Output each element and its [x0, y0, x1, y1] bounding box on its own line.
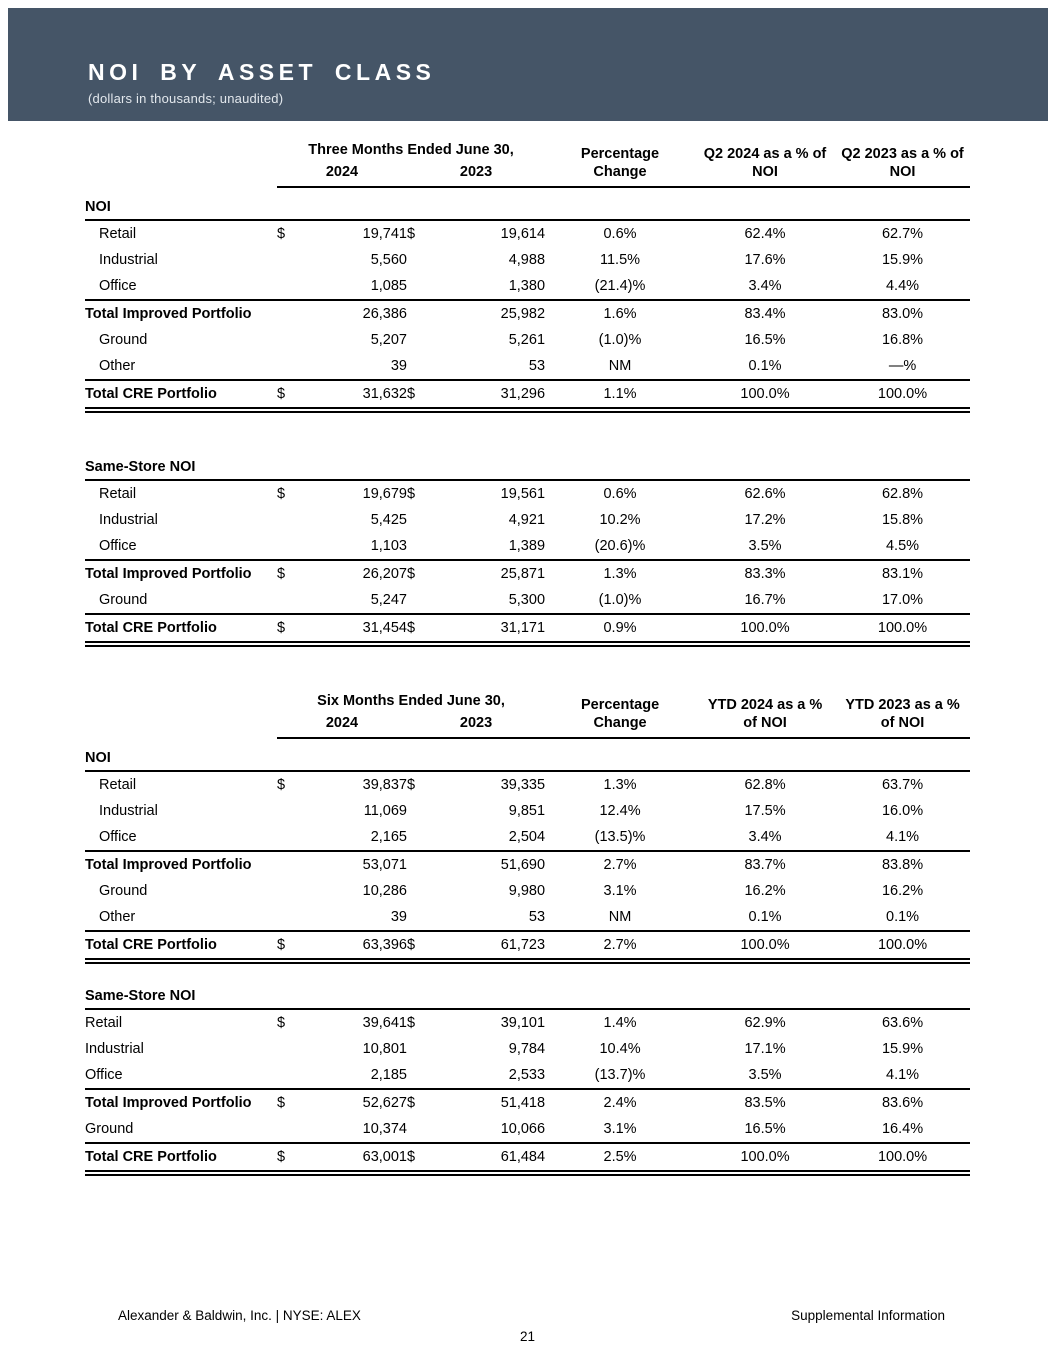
year-2024-header: 2024 — [277, 715, 407, 738]
pct-of-noi-year1: 16.7% — [744, 592, 786, 608]
value-year1: 31,632 — [293, 380, 407, 410]
dollar-sign-year2 — [407, 851, 427, 878]
value-year2: 53 — [528, 358, 546, 374]
dollar-sign-year2: $ — [407, 1089, 427, 1116]
pct-of-noi-year2: 83.0% — [835, 300, 970, 327]
percentage-change-value: 1.4% — [603, 1015, 637, 1031]
dollar-sign-year1 — [277, 533, 293, 560]
table-row — [85, 273, 970, 300]
percentage-change-value: (13.5)% — [594, 829, 646, 845]
q2-2023-pct-header-line1: Q2 2023 as a % of — [841, 146, 964, 163]
value-year1: 11,069 — [363, 803, 407, 819]
value-year1: 10,374 — [362, 1121, 407, 1137]
value-year1: 5,247 — [370, 592, 407, 608]
dollar-sign-year2 — [407, 353, 427, 380]
pct-of-noi-year1: 17.1% — [744, 1041, 786, 1057]
period-header: Three Months Ended June 30, — [308, 142, 514, 158]
dollar-sign-year2 — [407, 587, 427, 614]
dollar-sign-year2: $ — [407, 1015, 416, 1031]
dollar-sign-year1 — [277, 824, 293, 851]
pct-of-noi-year2: 63.7% — [881, 777, 924, 793]
row-label: Industrial — [99, 252, 158, 268]
percentage-change-value: 1.1% — [545, 380, 695, 410]
value-year2: 2,504 — [508, 829, 546, 845]
row-label: Ground — [85, 1121, 134, 1137]
pct-of-noi-year1: 3.4% — [748, 278, 782, 294]
row-label: Other — [99, 909, 136, 925]
value-year1: 39 — [390, 358, 407, 374]
pct-of-noi-year1: 100.0% — [695, 931, 835, 961]
section-header-row — [85, 961, 970, 1009]
dollar-sign-year2: $ — [407, 777, 416, 793]
page-subtitle: (dollars in thousands; unaudited) — [88, 91, 284, 106]
footer-company: Alexander & Baldwin, Inc. | NYSE: ALEX — [118, 1308, 361, 1323]
dollar-sign-year2 — [407, 824, 427, 851]
header-spacer — [85, 693, 277, 715]
table-row — [85, 904, 970, 931]
dollar-sign-year2 — [407, 1062, 427, 1089]
row-label: Total Improved Portfolio — [85, 300, 277, 327]
table-row — [85, 798, 970, 824]
ytd-2023-pct-header — [835, 693, 970, 738]
value-year1: 39,641 — [362, 1015, 407, 1031]
dollar-sign-year1: $ — [277, 1015, 286, 1031]
pct-of-noi-year2: 4.1% — [886, 829, 920, 845]
pct-of-noi-year2: 16.0% — [881, 803, 924, 819]
noi-table-three-months — [85, 142, 970, 647]
year-2023-header: 2023 — [407, 164, 545, 187]
value-year2: 9,851 — [508, 803, 546, 819]
section-title: NOI — [85, 738, 970, 771]
value-year2: 39,101 — [500, 1015, 546, 1031]
percentage-change-header — [545, 693, 695, 738]
percentage-change-value: 10.2% — [599, 512, 641, 528]
dollar-sign-year2 — [407, 878, 427, 904]
value-year2: 51,418 — [427, 1089, 545, 1116]
percentage-change-value: (20.6)% — [594, 538, 646, 554]
value-year1: 39 — [390, 909, 407, 925]
pct-of-noi-year2: 4.1% — [886, 1067, 920, 1083]
percentage-change-value: 11.5% — [599, 252, 641, 268]
table-row — [85, 851, 970, 878]
header-spacer — [85, 164, 277, 187]
value-year1: 19,679 — [362, 486, 407, 502]
table-row — [85, 931, 970, 961]
value-year1: 1,103 — [370, 538, 407, 554]
value-year1: 5,560 — [370, 252, 407, 268]
table-row — [85, 560, 970, 587]
value-year2: 25,982 — [427, 300, 545, 327]
row-label: Total CRE Portfolio — [85, 380, 277, 410]
dollar-sign-year1 — [277, 300, 293, 327]
period-header-row — [85, 142, 970, 164]
table-row — [85, 247, 970, 273]
pct-of-noi-year2: 63.6% — [881, 1015, 924, 1031]
pct-of-noi-year1: 62.9% — [744, 1015, 786, 1031]
percentage-change-value: (1.0)% — [598, 332, 642, 348]
value-year2: 39,335 — [500, 777, 546, 793]
percentage-change-value: 0.9% — [545, 614, 695, 644]
row-label: Retail — [99, 226, 137, 242]
dollar-sign-year2: $ — [407, 560, 427, 587]
pct-of-noi-year2: 16.4% — [881, 1121, 924, 1137]
dollar-sign-year1: $ — [277, 486, 286, 502]
table-row — [85, 1009, 970, 1036]
pct-of-noi-year2: 16.2% — [881, 883, 924, 899]
dollar-sign-year1: $ — [277, 226, 286, 242]
dollar-sign-year1: $ — [277, 1143, 293, 1173]
pct-of-noi-year2: 15.9% — [881, 1041, 924, 1057]
row-label: Industrial — [99, 803, 158, 819]
q2-2024-pct-header-line2: NOI — [752, 163, 778, 180]
pct-of-noi-year1: 17.5% — [744, 803, 786, 819]
row-label: Office — [85, 1067, 123, 1083]
year-2023-header: 2023 — [407, 715, 545, 738]
dollar-sign-year2 — [407, 327, 427, 353]
percentage-change-value: 1.3% — [603, 777, 637, 793]
table-row — [85, 824, 970, 851]
pct-of-noi-year2: 15.8% — [881, 512, 924, 528]
dollar-sign-year1 — [277, 851, 293, 878]
value-year1: 52,627 — [293, 1089, 407, 1116]
footer-page-number: 21 — [519, 1329, 536, 1344]
row-label: Ground — [99, 332, 148, 348]
percentage-change-value: 1.3% — [545, 560, 695, 587]
value-year1: 2,185 — [370, 1067, 407, 1083]
q2-2024-pct-header — [695, 142, 835, 187]
table-row — [85, 1116, 970, 1143]
row-label: Ground — [99, 883, 148, 899]
dollar-sign-year1 — [277, 904, 293, 931]
dollar-sign-year1 — [277, 353, 293, 380]
noi-table-six-months — [85, 693, 970, 1176]
pct-of-noi-year1: 83.5% — [695, 1089, 835, 1116]
value-year1: 39,837 — [362, 777, 407, 793]
pct-of-noi-year1: 83.3% — [695, 560, 835, 587]
table-row — [85, 353, 970, 380]
row-label: Industrial — [85, 1041, 144, 1057]
dollar-sign-year1: $ — [277, 560, 293, 587]
percentage-change-value: 3.1% — [603, 1121, 637, 1137]
ytd-2023-pct-header-line1: YTD 2023 as a % — [845, 697, 960, 714]
value-year1: 5,425 — [370, 512, 407, 528]
table-row — [85, 1062, 970, 1089]
dollar-sign-year1 — [277, 798, 293, 824]
q2-2023-pct-header-line2: NOI — [889, 163, 916, 180]
row-label: Other — [99, 358, 136, 374]
dollar-sign-year1: $ — [277, 1089, 293, 1116]
dollar-sign-year1 — [277, 587, 293, 614]
dollar-sign-year2 — [407, 1116, 427, 1143]
pct-of-noi-year2: 62.8% — [881, 486, 924, 502]
dollar-sign-year2: $ — [407, 380, 427, 410]
pct-of-noi-year1: 0.1% — [748, 358, 782, 374]
dollar-sign-year2: $ — [407, 931, 427, 961]
pct-of-noi-year2: 62.7% — [881, 226, 924, 242]
table-body — [85, 187, 970, 644]
value-year2: 4,921 — [508, 512, 546, 528]
pct-of-noi-year1: 100.0% — [695, 1143, 835, 1173]
period-header: Six Months Ended June 30, — [317, 693, 505, 709]
dollar-sign-year2 — [407, 904, 427, 931]
dollar-sign-year2 — [407, 507, 427, 533]
value-year2: 1,389 — [508, 538, 546, 554]
dollar-sign-year2: $ — [407, 486, 416, 502]
year-2024-header: 2024 — [277, 164, 407, 187]
percentage-change-value: (1.0)% — [598, 592, 642, 608]
dollar-sign-year1 — [277, 1062, 293, 1089]
table-row — [85, 1036, 970, 1062]
dollar-sign-year2 — [407, 300, 427, 327]
page-header-banner — [8, 8, 1048, 121]
pct-of-noi-year1: 62.8% — [744, 777, 786, 793]
row-label: Office — [99, 829, 137, 845]
row-label: Total Improved Portfolio — [85, 1089, 277, 1116]
row-label: Total CRE Portfolio — [85, 1143, 277, 1173]
value-year2: 61,484 — [427, 1143, 545, 1173]
table-row — [85, 327, 970, 353]
pct-of-noi-year2: 0.1% — [886, 909, 920, 925]
table-row — [85, 1089, 970, 1116]
header-spacer — [85, 715, 277, 738]
dollar-sign-year1 — [277, 247, 293, 273]
value-year1: 5,207 — [370, 332, 407, 348]
pct-of-noi-year1: 3.5% — [748, 538, 782, 554]
value-year1: 19,741 — [362, 226, 407, 242]
pct-of-noi-year1: 100.0% — [695, 380, 835, 410]
pct-of-noi-year1: 83.4% — [695, 300, 835, 327]
percentage-change-header-line1: Percentage — [580, 146, 660, 163]
table-row — [85, 480, 970, 507]
dollar-sign-year2: $ — [407, 1143, 427, 1173]
percentage-change-value: 2.7% — [545, 851, 695, 878]
row-label: Total CRE Portfolio — [85, 614, 277, 644]
row-label: Retail — [99, 486, 137, 502]
row-label: Total Improved Portfolio — [85, 560, 277, 587]
dollar-sign-year1 — [277, 1116, 293, 1143]
percentage-change-header-line1: Percentage — [580, 697, 660, 714]
percentage-change-value: 2.5% — [545, 1143, 695, 1173]
pct-of-noi-year2: 4.4% — [885, 278, 920, 294]
dollar-sign-year1 — [277, 1036, 293, 1062]
percentage-change-value: NM — [608, 909, 632, 925]
section-header-row — [85, 410, 970, 480]
dollar-sign-year1: $ — [277, 380, 293, 410]
dollar-sign-year2: $ — [407, 226, 416, 242]
row-label: Ground — [99, 592, 148, 608]
pct-of-noi-year1: 16.5% — [744, 1121, 786, 1137]
pct-of-noi-year2: 17.0% — [881, 592, 924, 608]
dollar-sign-year2: $ — [407, 614, 427, 644]
dollar-sign-year2 — [407, 533, 427, 560]
pct-of-noi-year2: 4.5% — [885, 538, 920, 554]
section-header-row — [85, 738, 970, 771]
table-header — [85, 142, 970, 187]
pct-of-noi-year1: 16.5% — [744, 332, 786, 348]
footer-supplemental-label: Supplemental Information — [791, 1308, 945, 1323]
pct-of-noi-year1: 3.4% — [748, 829, 782, 845]
pct-of-noi-year2: 83.8% — [835, 851, 970, 878]
percentage-change-value: (13.7)% — [594, 1067, 646, 1083]
row-label: Total Improved Portfolio — [85, 851, 277, 878]
dollar-sign-year1 — [277, 878, 293, 904]
q2-2024-pct-header-line1: Q2 2024 as a % of — [703, 146, 827, 163]
value-year2: 31,171 — [427, 614, 545, 644]
pct-of-noi-year1: 17.6% — [744, 252, 786, 268]
value-year1: 63,396 — [293, 931, 407, 961]
percentage-change-value: (21.4)% — [594, 278, 646, 294]
dollar-sign-year1: $ — [277, 931, 293, 961]
percentage-change-header-line2: Change — [593, 163, 647, 180]
percentage-change-value: 2.4% — [545, 1089, 695, 1116]
table-row — [85, 878, 970, 904]
pct-of-noi-year2: 100.0% — [835, 614, 970, 644]
value-year1: 1,085 — [370, 278, 407, 294]
value-year2: 25,871 — [427, 560, 545, 587]
table-row — [85, 614, 970, 644]
section-header-row — [85, 187, 970, 220]
dollar-sign-year1: $ — [277, 614, 293, 644]
pct-of-noi-year1: 100.0% — [695, 614, 835, 644]
dollar-sign-year2 — [407, 273, 427, 300]
value-year2: 5,261 — [508, 332, 546, 348]
value-year2: 9,980 — [508, 883, 546, 899]
header-spacer — [85, 142, 277, 164]
value-year2: 53 — [528, 909, 546, 925]
dollar-sign-year1 — [277, 273, 293, 300]
table-row — [85, 380, 970, 410]
table-row — [85, 220, 970, 247]
section-title: Same-Store NOI — [85, 961, 970, 1009]
dollar-sign-year1 — [277, 507, 293, 533]
row-label: Industrial — [99, 512, 158, 528]
value-year2: 4,988 — [508, 252, 546, 268]
table-row — [85, 587, 970, 614]
table-row — [85, 1143, 970, 1173]
percentage-change-value: 1.6% — [545, 300, 695, 327]
ytd-2023-pct-header-line2: of NOI — [880, 714, 925, 731]
pct-of-noi-year1: 3.5% — [748, 1067, 782, 1083]
value-year1: 2,165 — [370, 829, 407, 845]
value-year1: 26,207 — [293, 560, 407, 587]
percentage-change-header-line2: Change — [593, 714, 647, 731]
value-year1: 63,001 — [293, 1143, 407, 1173]
value-year2: 61,723 — [427, 931, 545, 961]
pct-of-noi-year2: 83.6% — [835, 1089, 970, 1116]
value-year2: 5,300 — [508, 592, 546, 608]
value-year2: 19,614 — [500, 226, 546, 242]
row-label: Retail — [85, 1015, 123, 1031]
row-label: Retail — [99, 777, 137, 793]
pct-of-noi-year1: 62.6% — [744, 486, 786, 502]
row-label: Total CRE Portfolio — [85, 931, 277, 961]
value-year1: 10,801 — [362, 1041, 407, 1057]
value-year2: 19,561 — [500, 486, 546, 502]
percentage-change-header — [545, 142, 695, 187]
value-year1: 53,071 — [293, 851, 407, 878]
row-label: Office — [99, 278, 137, 294]
percentage-change-value: 0.6% — [603, 226, 637, 242]
page-title: NOI BY ASSET CLASS — [88, 59, 436, 85]
pct-of-noi-year2: 83.1% — [835, 560, 970, 587]
report-content — [85, 142, 970, 1176]
ytd-2024-pct-header-line1: YTD 2024 as a % — [707, 697, 823, 714]
dollar-sign-year2 — [407, 798, 427, 824]
table-row — [85, 300, 970, 327]
value-year2: 10,066 — [500, 1121, 546, 1137]
pct-of-noi-year1: 83.7% — [695, 851, 835, 878]
q2-2023-pct-header — [835, 142, 970, 187]
pct-of-noi-year1: 0.1% — [748, 909, 782, 925]
value-year1: 26,386 — [293, 300, 407, 327]
dollar-sign-year2 — [407, 247, 427, 273]
percentage-change-value: 12.4% — [599, 803, 641, 819]
pct-of-noi-year2: —% — [888, 358, 917, 374]
pct-of-noi-year2: 100.0% — [835, 380, 970, 410]
pct-of-noi-year1: 17.2% — [744, 512, 786, 528]
table-body — [85, 738, 970, 1173]
dollar-sign-year1: $ — [277, 777, 286, 793]
ytd-2024-pct-header-line2: of NOI — [743, 714, 787, 731]
percentage-change-value: 10.4% — [599, 1041, 641, 1057]
table-row — [85, 533, 970, 560]
table-header — [85, 693, 970, 738]
value-year1: 31,454 — [293, 614, 407, 644]
value-year2: 51,690 — [427, 851, 545, 878]
value-year2: 2,533 — [508, 1067, 546, 1083]
value-year2: 1,380 — [508, 278, 546, 294]
table-row — [85, 771, 970, 798]
pct-of-noi-year2: 15.9% — [881, 252, 924, 268]
value-year2: 9,784 — [508, 1041, 546, 1057]
dollar-sign-year2 — [407, 1036, 427, 1062]
period-header-row — [85, 693, 970, 715]
dollar-sign-year1 — [277, 327, 293, 353]
value-year1: 10,286 — [362, 883, 407, 899]
ytd-2024-pct-header — [695, 693, 835, 738]
pct-of-noi-year2: 100.0% — [835, 1143, 970, 1173]
percentage-change-value: 3.1% — [603, 883, 637, 899]
percentage-change-value: NM — [608, 358, 632, 374]
section-title: Same-Store NOI — [85, 410, 970, 480]
pct-of-noi-year1: 62.4% — [744, 226, 786, 242]
table-row — [85, 507, 970, 533]
percentage-change-value: 0.6% — [603, 486, 637, 502]
percentage-change-value: 2.7% — [545, 931, 695, 961]
pct-of-noi-year1: 16.2% — [744, 883, 786, 899]
row-label: Office — [99, 538, 137, 554]
pct-of-noi-year2: 100.0% — [835, 931, 970, 961]
section-title: NOI — [85, 187, 970, 220]
value-year2: 31,296 — [427, 380, 545, 410]
pct-of-noi-year2: 16.8% — [881, 332, 924, 348]
